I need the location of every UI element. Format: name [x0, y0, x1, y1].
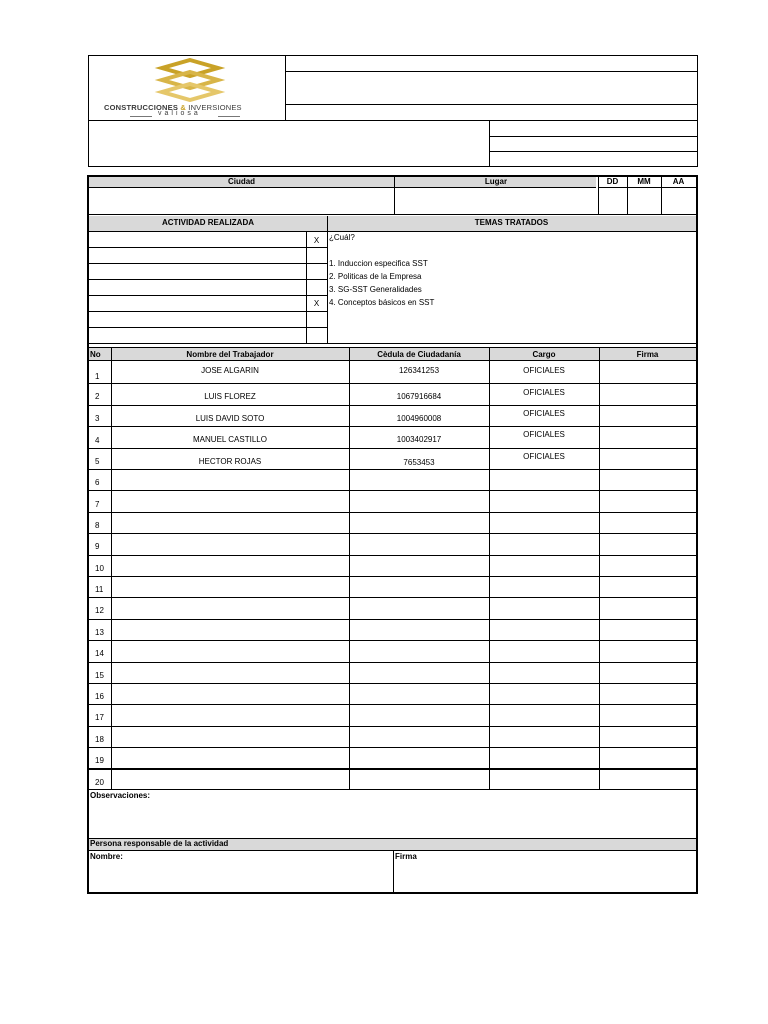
form-frame — [87, 175, 698, 894]
row-number: 2 — [95, 392, 100, 401]
worker-name: LUIS FLOREZ — [204, 392, 256, 401]
worker-name: MANUEL CASTILLO — [193, 435, 267, 444]
row-number: 12 — [95, 606, 104, 615]
activity-check-1[interactable]: X — [313, 236, 320, 245]
row-number: 18 — [95, 735, 104, 744]
worker-id: 126341253 — [398, 366, 440, 375]
row-number: 10 — [95, 564, 104, 573]
row-number: 11 — [95, 585, 104, 594]
row-number: 20 — [95, 778, 104, 787]
worker-cargo: OFICIALES — [523, 409, 565, 418]
header-cedula: Cèdula de Ciudadanía — [377, 350, 461, 359]
worker-cargo: OFICIALES — [523, 430, 565, 439]
logo-cubes-icon — [150, 58, 230, 102]
day-label: DD — [606, 177, 619, 186]
worker-id: 1004960008 — [396, 414, 442, 423]
month-label: MM — [637, 177, 651, 186]
row-number: 15 — [95, 671, 104, 680]
header-no: No — [90, 350, 101, 359]
row-number: 8 — [95, 521, 100, 530]
nombre-label: Nombre: — [90, 852, 123, 861]
row-number: 17 — [95, 713, 104, 722]
worker-name: JOSE ALGARIN — [201, 366, 259, 375]
worker-name: LUIS DAVID SOTO — [195, 414, 265, 423]
row-number: 3 — [95, 414, 100, 423]
topics-question: ¿Cuál? — [329, 233, 355, 242]
header-worker-name: Nombre del Trabajador — [186, 350, 274, 359]
topic-item: 3. SG-SST Generalidades — [329, 285, 422, 294]
firma-label: Firma — [395, 852, 417, 861]
row-number: 5 — [95, 457, 100, 466]
topic-item: 4. Conceptos básicos en SST — [329, 298, 435, 307]
row-number: 1 — [95, 372, 100, 381]
worker-name: HECTOR ROJAS — [198, 457, 262, 466]
worker-id: 1067916684 — [396, 392, 442, 401]
year-label: AA — [672, 177, 685, 186]
worker-cargo: OFICIALES — [523, 366, 565, 375]
worker-id: 1003402917 — [396, 435, 442, 444]
ciudad-label: Ciudad — [227, 177, 256, 186]
worker-cargo: OFICIALES — [523, 452, 565, 461]
actividad-realizada-header: ACTIVIDAD REALIZADA — [162, 218, 254, 227]
row-number: 16 — [95, 692, 104, 701]
row-number: 6 — [95, 478, 100, 487]
row-number: 4 — [95, 436, 100, 445]
lugar-label: Lugar — [484, 177, 508, 186]
logo-ampersand: & — [180, 103, 186, 112]
temas-tratados-header: TEMAS TRATADOS — [474, 218, 549, 227]
topic-item: 1. Induccion especifica SST — [329, 259, 428, 268]
worker-id: 7653453 — [403, 458, 435, 467]
row-number: 7 — [95, 500, 100, 509]
worker-cargo: OFICIALES — [523, 388, 565, 397]
row-number: 14 — [95, 649, 104, 658]
logo-tagline: valiosa — [158, 110, 201, 117]
logo-word-inversiones: INVERSIONES — [188, 103, 242, 112]
row-number: 9 — [95, 542, 100, 551]
header-cargo: Cargo — [532, 350, 556, 359]
logo-word-construcciones: CONSTRUCCIONES — [104, 103, 179, 112]
responsable-label: Persona responsable de la actividad — [90, 839, 229, 848]
row-number: 13 — [95, 628, 104, 637]
activity-check-5[interactable]: X — [313, 299, 320, 308]
observaciones-label: Observaciones: — [90, 791, 151, 800]
row-number: 19 — [95, 756, 104, 765]
header-firma: Firma — [636, 350, 659, 359]
topic-item: 2. Politicas de la Empresa — [329, 272, 422, 281]
